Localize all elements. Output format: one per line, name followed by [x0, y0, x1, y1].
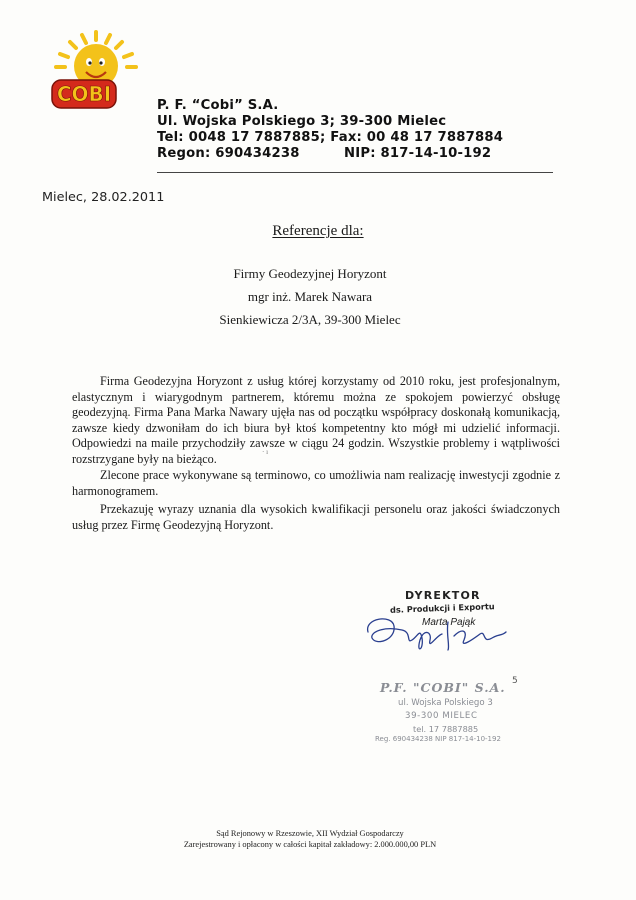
letter-heading-text: Referencje dla:: [272, 223, 364, 239]
body-paragraph-2-text: Zlecone prace wykonywane są terminowo, co umożliwia nam realizację inwestycji zgodnie z harmonogramem.: [72, 468, 560, 498]
company-nip: NIP: 817-14-10-192: [344, 146, 492, 161]
logo-wordmark: COBI: [56, 82, 112, 106]
company-name: P. F. “Cobi” S.A.: [157, 98, 279, 113]
body-paragraph-1-text: Firma Geodezyjna Horyzont z usług której korzystamy od 2010 roku, jest profesjonalnym, elastycznym i wiarygodnym partnerem, któremu można ze spokojem powierzyć obsługę geodezyjną. Firma Pana Marka Nawary ujęła nas od początku współpracy doskonałą komunikacją, zawsze kiedy dzwoniłam do ich biura był ktoś kompetentny kto mógł mi udzielić informacji. Odpowiedzi na maile przychodziły zawsze w ciągu 24 godzin. Wszystkie problemy i wątpliwości rozstrzygane były na bieżąco.: [72, 374, 560, 466]
recipient-person: mgr inż. Marek Nawara: [247, 289, 373, 304]
signatory-title: DYREKTOR: [405, 589, 481, 602]
company-regon: Regon: 690434238: [157, 146, 300, 161]
company-address: Ul. Wojska Polskiego 3; 39-300 Mielec: [157, 114, 447, 129]
stamp-phone: tel. 17 7887885: [413, 724, 479, 734]
recipient-company: Firmy Geodezyjnej Horyzont: [233, 266, 387, 281]
stamp-street: ul. Wojska Polskiego 3: [398, 698, 493, 708]
signatory-subtitle: ds. Produkcji i Exportu: [389, 601, 495, 615]
recipient-address: Sienkiewicza 2/3A, 39-300 Mielec: [219, 312, 401, 327]
cobi-logo: [48, 30, 144, 110]
footer-court: Sąd Rejonowy w Rzeszowie, XII Wydział Gospodarczy: [216, 829, 404, 838]
body-paragraph-1: [72, 374, 560, 468]
date-line: Mielec, 28.02.2011: [42, 190, 165, 205]
body-paragraph-3-text: Przekazuję wyrazy uznania dla wysokich kwalifikacji personelu oraz jakości świadczonych usług przez Firmę Geodezyjną Horyzont.: [72, 502, 560, 532]
stamp-mark: 5: [512, 676, 518, 686]
footer-capital: Zarejestrowany i opłacony w całości kapitał zakładowy: 2.000.000,00 PLN: [183, 840, 437, 849]
body-paragraph-2: [72, 468, 560, 499]
signatory-name: Marta Pająk: [422, 617, 476, 628]
body-paragraph-3: [72, 502, 560, 533]
letterhead-divider: [157, 172, 553, 173]
stamp-city: 39-300 MIELEC: [405, 711, 478, 721]
company-phone-fax: Tel: 0048 17 7887885; Fax: 00 48 17 7887884: [157, 130, 504, 145]
stamp-registry: Reg. 690434238 NIP 817-14-10-192: [375, 735, 501, 743]
stamp-company: P.F. "COBI" S.A.: [380, 680, 506, 695]
letter-heading: [0, 223, 636, 240]
scan-speck: · ı: [262, 448, 269, 456]
